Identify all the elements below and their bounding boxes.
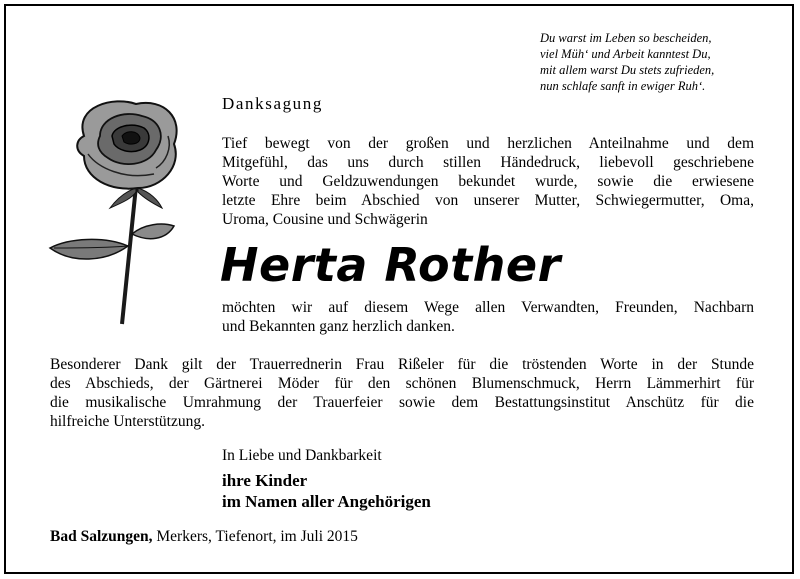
thanks-line: und Bekannten ganz herzlich danken. [222, 318, 455, 335]
signer-line: im Namen aller Angehörigen [222, 492, 431, 511]
closing-line: In Liebe und Dankbarkeit [222, 447, 382, 464]
signer-line: ihre Kinder [222, 471, 308, 490]
special-line: hilfreiche Unterstützung. [50, 413, 205, 430]
intro-paragraph [222, 134, 754, 229]
intro-line: letzte Ehre beim Abschied von unserer Mutter, Schwiegermutter, Oma, [222, 192, 754, 209]
special-line: die musikalische Umrahmung der Trauerfeier sowie dem Bestattungsinstitut Anschütz für die [50, 394, 754, 411]
thanks-line: möchten wir auf diesem Wege allen Verwandten, Freunden, Nachbarn [222, 299, 754, 316]
place-primary: Bad Salzungen, [50, 528, 153, 545]
intro-line: Mitgefühl, das uns durch stillen Händedruck, liebevoll geschriebene [222, 154, 754, 171]
signers [222, 470, 431, 512]
special-line: Besonderer Dank gilt der Trauerrednerin Frau Rißeler für die tröstenden Worte in der Stunde [50, 356, 754, 373]
special-line: des Abschieds, der Gärtnerei Möder für den schönen Blumenschmuck, Herrn Lämmerhirt für [50, 375, 754, 392]
deceased-name: Herta Rother [220, 238, 561, 292]
place-date [50, 528, 358, 546]
poem-line: nun schlafe sanft in ewiger Ruh‘. [540, 79, 706, 93]
intro-line: Worte und Geldzuwendungen bekundet wurde, sowie die erwiesene [222, 173, 754, 190]
special-thanks-paragraph [50, 355, 754, 431]
poem-line: Du warst im Leben so bescheiden, [540, 31, 712, 45]
poem-line: viel Müh‘ und Arbeit kanntest Du, [540, 47, 711, 61]
intro-line: Tief bewegt von der großen und herzlichen Anteilnahme und dem [222, 135, 754, 152]
poem-line: mit allem warst Du stets zufrieden, [540, 63, 715, 77]
poem [540, 30, 780, 94]
intro-line: Uroma, Cousine und Schwägerin [222, 211, 428, 228]
place-rest: Merkers, Tiefenort, im Juli 2015 [152, 528, 358, 545]
thanks-paragraph [222, 298, 754, 336]
rose-icon [44, 96, 194, 328]
notice-heading: Danksagung [222, 94, 323, 113]
